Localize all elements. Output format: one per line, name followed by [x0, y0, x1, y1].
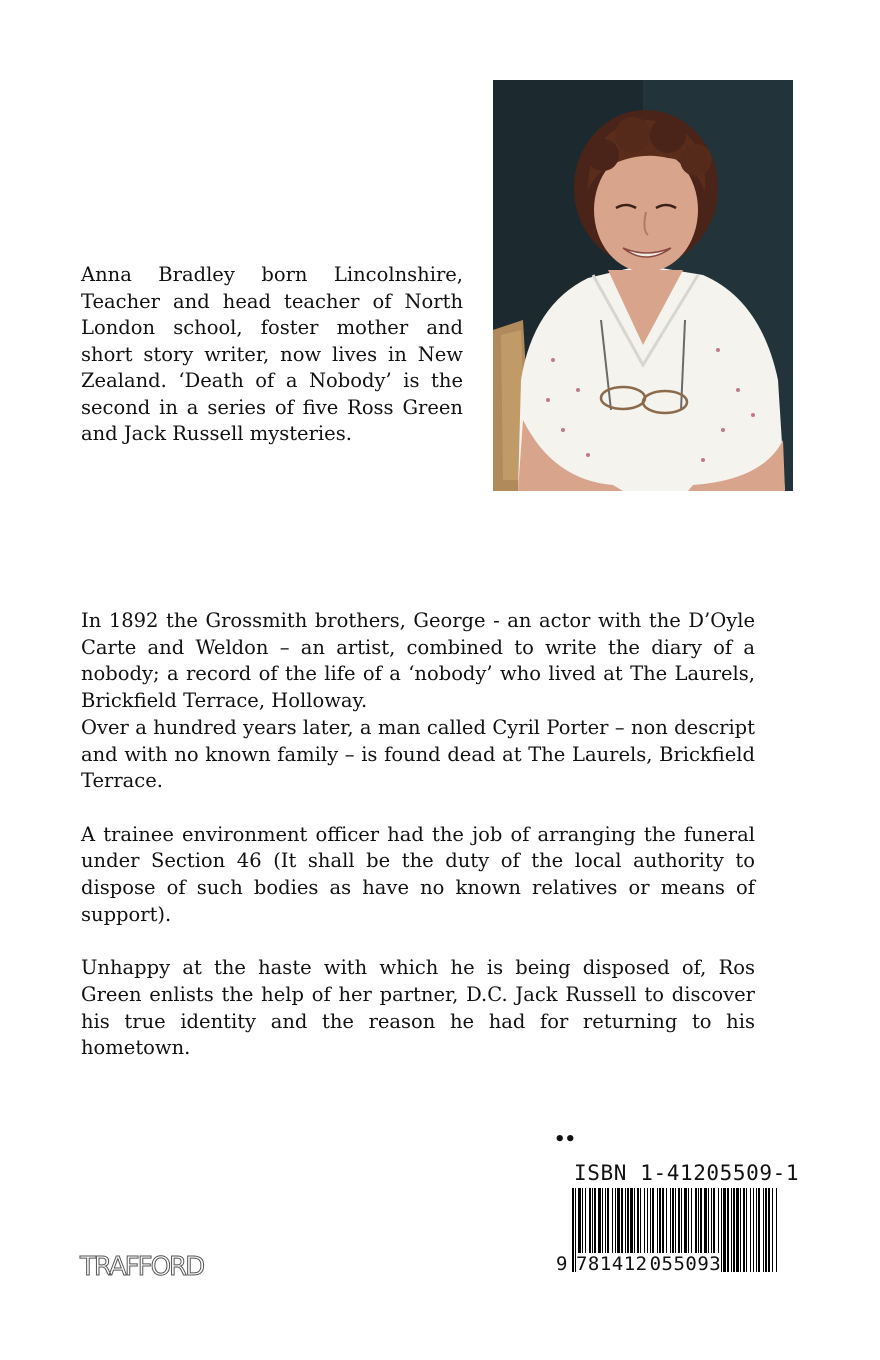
barcode-bar [733, 1188, 735, 1272]
barcode-bar [753, 1188, 754, 1272]
barcode-bar [756, 1188, 757, 1272]
author-bio: Anna Bradley born Lincolnshire, Teacher and head teacher of North London school, foster mother and short story writer, now lives in New Zealand. ‘Death of a Nobody’ is the second in a series of five Ross Green and Jack Russell mysteries. [81, 263, 463, 445]
book-description [81, 608, 755, 1062]
barcode-digits-left: 781412 [575, 1253, 648, 1275]
barcode-bar [765, 1188, 767, 1272]
barcode-digit-lead: 9 [556, 1253, 568, 1275]
barcode-bar [772, 1188, 773, 1272]
barcode-bar [731, 1188, 732, 1272]
barcode-bar [750, 1188, 751, 1272]
description-paragraph: In 1892 the Grossmith brothers, George - an actor with the D’Oyle Carte and Weldon – an artist, combined to write the diary of a nobody; a record of the life of a ‘nobody’ who lived at The Laurels, Brickfield Terrace, Holloway. [81, 609, 755, 713]
barcode-bar [763, 1188, 764, 1272]
description-paragraph: Unhappy at the haste with which he is being disposed of, Ros Green enlists the help of her partner, D.C. Jack Russell to discover his true identity and the reason he had for returning to his hometown. [81, 956, 755, 1060]
barcode-bar [758, 1188, 760, 1272]
publisher-logo: TRAFFORD [80, 1252, 204, 1282]
barcode-bar [743, 1188, 745, 1272]
author-photo [493, 80, 793, 491]
barcode-bar [746, 1188, 747, 1272]
barcode-bar [768, 1188, 770, 1272]
barcode-bar [736, 1188, 739, 1272]
barcode-bar [776, 1188, 777, 1272]
isbn-marks: •• [554, 1129, 576, 1150]
barcode-bar [723, 1188, 726, 1272]
description-paragraph: Over a hundred years later, a man called Cyril Porter – non descript and with no known family – is found dead at The Laurels, Brickfield Terrace. [81, 715, 755, 793]
barcode-bar [740, 1188, 741, 1272]
author-portrait-illustration [493, 80, 793, 491]
isbn-label: ISBN 1-41205509-1 [574, 1161, 800, 1185]
barcode-digits [556, 1253, 721, 1275]
barcode-bar [727, 1188, 729, 1272]
description-paragraph: A trainee environment officer had the job of arranging the funeral under Section 46 (It shall be the duty of the local authority to dispose of such bodies as have no known relatives or means of support). [81, 822, 755, 926]
barcode-digits-right: 055093 [649, 1253, 722, 1275]
